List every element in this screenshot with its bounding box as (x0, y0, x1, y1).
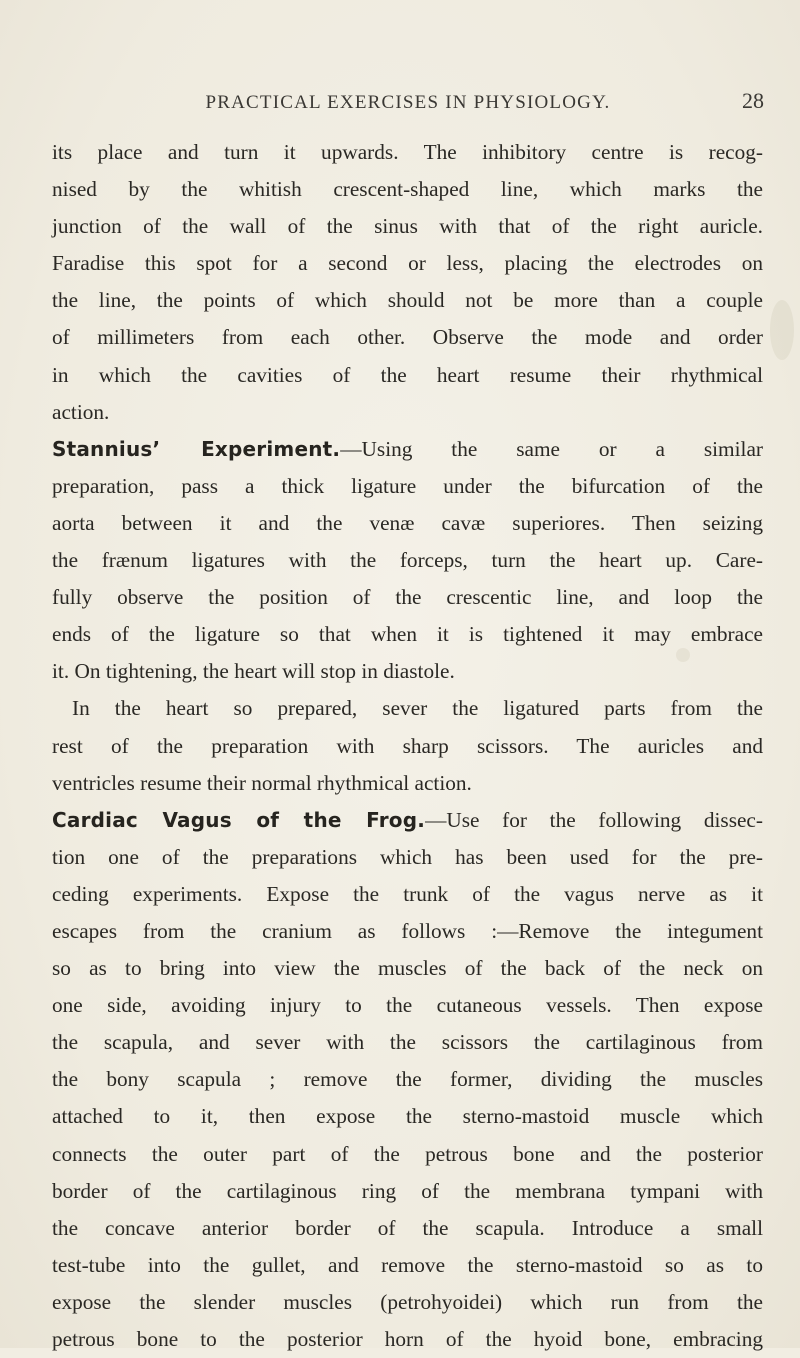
text-line (52, 208, 763, 245)
running-title: PRACTICAL EXERCISES IN PHYSIOLOGY. (205, 92, 611, 113)
line-text: of millimeters from each other. Observe the mode and order (52, 325, 763, 350)
text-line (52, 913, 763, 950)
line-text: fully observe the position of the crescentic line, and loop the (52, 585, 763, 610)
line-text: border of the cartilaginous ring of the membrana tympani with (52, 1178, 763, 1203)
line-text: aorta between it and the venæ cavæ superiores. Then seizing (52, 510, 763, 535)
text-line (52, 950, 763, 987)
line-text: Faradise this spot for a second or less, placing the electrodes on (52, 251, 763, 276)
page-number: 28 (742, 88, 764, 113)
text-line (52, 431, 763, 468)
text-line (52, 1173, 763, 1210)
text-line (52, 1024, 763, 1061)
text-line (52, 765, 763, 802)
text-line (52, 171, 763, 208)
text-line (52, 505, 763, 542)
text-line (52, 876, 763, 913)
text-line (52, 1136, 763, 1173)
text-line (52, 282, 763, 319)
line-text: so as to bring into view the muscles of the back of the neck on (52, 956, 763, 981)
section-heading: Cardiac Vagus of the Frog. (52, 807, 426, 832)
text-line (52, 802, 763, 839)
line-text: expose the slender muscles (petrohyoidei) which run from the (52, 1289, 763, 1314)
line-text: connects the outer part of the petrous bone and the posterior (52, 1141, 763, 1166)
line-text: in which the cavities of the heart resume their rhythmical (52, 362, 763, 387)
line-text: the concave anterior border of the scapula. Introduce a small (52, 1215, 763, 1240)
line-text: the line, the points of which should not be more than a couple (52, 288, 763, 313)
line-text: tion one of the preparations which has been used for the pre- (52, 844, 763, 869)
line-text: —Use for the following dissec- (425, 807, 763, 832)
line-text: the bony scapula ; remove the former, dividing the muscles (52, 1067, 763, 1092)
text-line (52, 394, 763, 431)
line-text: escapes from the cranium as follows :—Remove the integument (52, 918, 763, 943)
text-line (52, 1098, 763, 1135)
text-line (52, 319, 763, 356)
line-text: the frænum ligatures with the forceps, turn the heart up. Care- (52, 548, 763, 573)
text-line (52, 839, 763, 876)
text-line (52, 245, 763, 282)
paper-stain (770, 300, 794, 360)
line-text: ceding experiments. Expose the trunk of the vagus nerve as it (52, 881, 763, 906)
line-text: preparation, pass a thick ligature under the bifurcation of the (52, 473, 763, 498)
line-text: petrous bone to the posterior horn of the hyoid bone, embracing (52, 1327, 763, 1351)
line-text: one side, avoiding injury to the cutaneous vessels. Then expose (52, 993, 763, 1018)
line-text: test-tube into the gullet, and remove the sterno-mastoid so as to (52, 1252, 763, 1277)
line-text: In the heart so prepared, sever the ligatured parts from the (72, 696, 763, 721)
text-line (52, 1321, 763, 1358)
line-text: rest of the preparation with sharp scissors. The auricles and (52, 733, 763, 758)
line-text: its place and turn it upwards. The inhibitory centre is recog- (52, 140, 763, 164)
text-line (52, 653, 763, 690)
text-line (52, 1210, 763, 1247)
text-line (52, 987, 763, 1024)
text-line (52, 1061, 763, 1098)
text-line (52, 357, 763, 394)
line-text: junction of the wall of the sinus with that of the right auricle. (52, 214, 763, 239)
text-line (52, 728, 763, 765)
line-text: it. On tightening, the heart will stop in diastole. (52, 659, 455, 684)
line-text: the scapula, and sever with the scissors the cartilaginous from (52, 1030, 763, 1055)
text-line (52, 468, 763, 505)
text-line (52, 1284, 763, 1321)
text-line (52, 616, 763, 653)
line-text: ventricles resume their normal rhythmical action. (52, 770, 472, 795)
line-text: action. (52, 399, 110, 424)
text-line (52, 579, 763, 616)
text-line (52, 542, 763, 579)
running-head (52, 86, 764, 122)
text-line (52, 134, 763, 171)
line-text: attached to it, then expose the sterno-mastoid muscle which (52, 1104, 763, 1129)
text-line (52, 1247, 763, 1284)
line-text: ends of the ligature so that when it is tightened it may embrace (52, 622, 763, 647)
line-text: —Using the same or a similar (340, 436, 763, 461)
body-text (52, 134, 763, 1358)
section-heading: Stannius’ Experiment. (52, 436, 341, 461)
text-line (52, 690, 763, 727)
line-text: nised by the whitish crescent-shaped line, which marks the (52, 177, 763, 202)
